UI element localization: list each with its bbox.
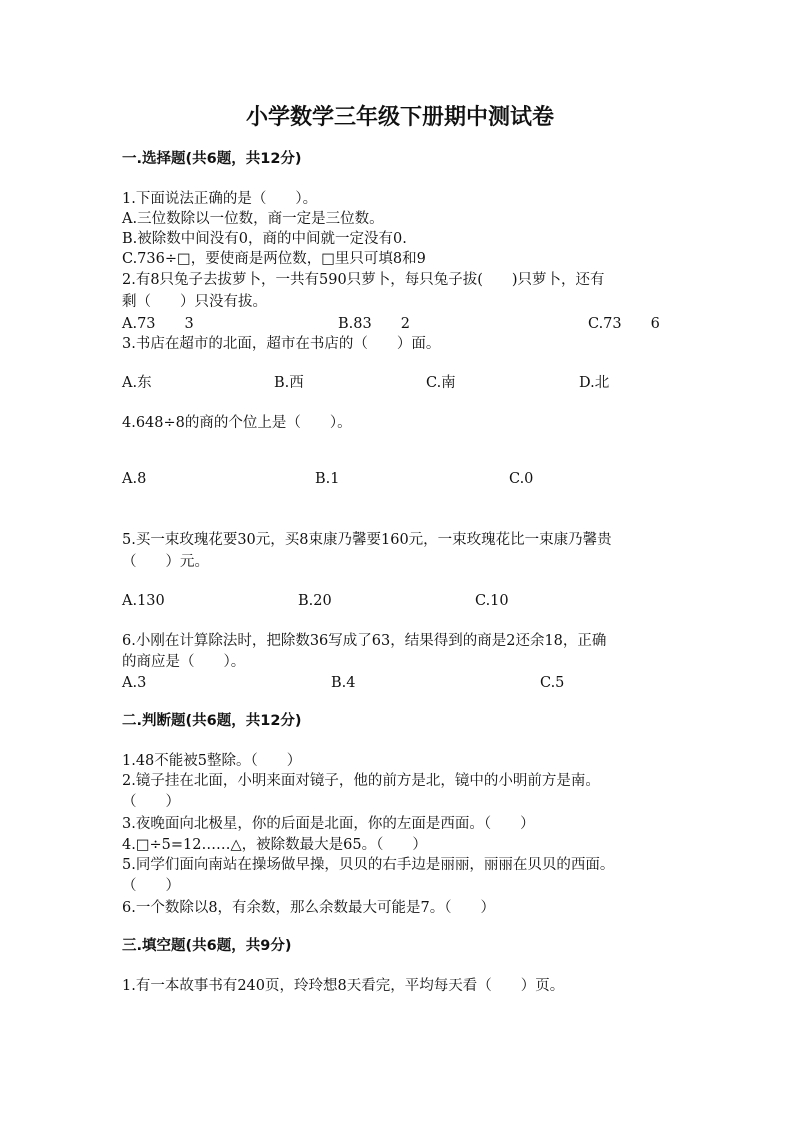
- section-heading-true-false: 二.判断题(共6题，共12分): [122, 713, 302, 729]
- question-1-option-c: C.736÷□，要使商是两位数，□里只可填8和9: [122, 251, 426, 267]
- tf-question-4: 4.□÷5=12……△，被除数最大是65。（ ）: [122, 837, 427, 853]
- question-5-option-a: A.130: [122, 593, 165, 609]
- question-6-stem-line2: 的商应是（ ）。: [122, 654, 246, 670]
- page-title: 小学数学三年级下册期中测试卷: [245, 105, 554, 130]
- question-2-stem-line2: 剩（ ）只没有拔。: [122, 294, 267, 310]
- question-4-option-b: B.1: [315, 471, 340, 487]
- question-5-stem-line2: （ ）元。: [122, 554, 209, 570]
- question-5-option-c: C.10: [475, 593, 509, 609]
- question-2-option-c: C.73 6: [588, 316, 660, 332]
- tf-question-2-line2: （ ）: [122, 794, 180, 810]
- question-1-stem: 1.下面说法正确的是（ ）。: [122, 191, 318, 207]
- question-1-option-b: B.被除数中间没有0，商的中间就一定没有0.: [122, 231, 407, 247]
- question-3-option-d: D.北: [579, 375, 610, 391]
- question-5-stem-line1: 5.买一束玫瑰花要30元，买8束康乃馨要160元，一束玫瑰花比一束康乃馨贵: [122, 532, 612, 548]
- question-2-stem-line1: 2.有8只兔子去拔萝卜，一共有590只萝卜，每只兔子拔( )只萝卜，还有: [122, 272, 605, 288]
- section-heading-fill-blank: 三.填空题(共6题，共9分): [122, 938, 292, 954]
- fill-question-1: 1.有一本故事书有240页，玲玲想8天看完，平均每天看（ ）页。: [122, 978, 565, 994]
- question-6-option-b: B.4: [331, 675, 356, 691]
- tf-question-2-line1: 2.镜子挂在北面，小明来面对镜子，他的前方是北，镜中的小明前方是南。: [122, 773, 600, 789]
- question-6-stem-line1: 6.小刚在计算除法时，把除数36写成了63，结果得到的商是2还余18，正确: [122, 633, 607, 649]
- question-3-option-c: C.南: [426, 375, 456, 391]
- question-4-option-c: C.0: [509, 471, 534, 487]
- section-heading-choice: 一.选择题(共6题，共12分): [122, 151, 302, 167]
- question-2-option-a: A.73 3: [122, 316, 194, 332]
- tf-question-5-line1: 5.同学们面向南站在操场做早操，贝贝的右手边是丽丽，丽丽在贝贝的西面。: [122, 857, 615, 873]
- question-1-option-a: A.三位数除以一位数，商一定是三位数。: [122, 211, 384, 227]
- tf-question-1: 1.48不能被5整除。（ ）: [122, 753, 302, 769]
- question-2-option-b: B.83 2: [338, 316, 410, 332]
- question-3-stem: 3.书店在超市的北面，超市在书店的（ ）面。: [122, 336, 441, 352]
- question-3-option-b: B.西: [274, 375, 304, 391]
- question-4-option-a: A.8: [122, 471, 147, 487]
- tf-question-5-line2: （ ）: [122, 878, 180, 894]
- question-4-stem: 4.648÷8的商的个位上是（ ）。: [122, 415, 352, 431]
- question-3-option-a: A.东: [122, 375, 152, 391]
- question-5-option-b: B.20: [298, 593, 332, 609]
- question-6-option-c: C.5: [540, 675, 565, 691]
- tf-question-6: 6.一个数除以8，有余数，那么余数最大可能是7。（ ）: [122, 900, 496, 916]
- question-6-option-a: A.3: [122, 675, 147, 691]
- tf-question-3: 3.夜晚面向北极星，你的后面是北面，你的左面是西面。（ ）: [122, 816, 535, 832]
